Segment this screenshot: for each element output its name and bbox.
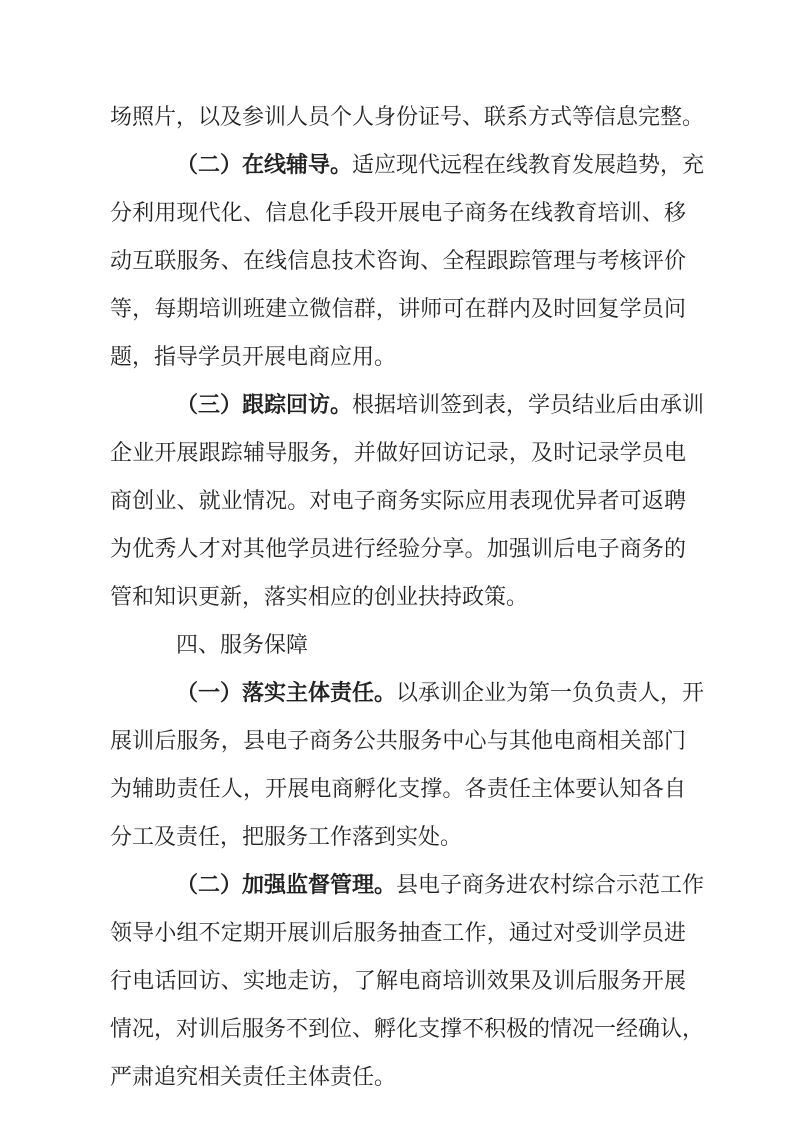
paragraph-text: 题，指导学员开展电商应用。 xyxy=(110,345,397,370)
paragraph-first-line xyxy=(176,676,705,712)
paragraph-first-line xyxy=(176,388,705,424)
paragraph-first-line xyxy=(176,148,705,184)
paragraph-text: 为优秀人才对其他学员进行经验分享。加强训后电子商务的 xyxy=(110,537,686,562)
paragraph-text: 动互联服务、在线信息技术咨询、全程跟踪管理与考核评价 xyxy=(110,249,686,274)
paragraph-title: （三）跟踪回访。 xyxy=(176,393,353,418)
paragraph-text: 严肃追究相关责任主体责任。 xyxy=(110,1065,397,1090)
paragraph-text: 分工及责任，把服务工作落到实处。 xyxy=(110,825,463,850)
paragraph-first-line xyxy=(176,868,705,904)
paragraph-line xyxy=(110,580,528,616)
paragraph-text: 管和知识更新，落实相应的创业扶持政策。 xyxy=(110,585,529,610)
paragraph-text: 行电话回访、实地走访，了解电商培训效果及训后服务开展 xyxy=(110,969,686,994)
section-heading xyxy=(176,628,308,664)
paragraph-line xyxy=(110,292,686,328)
paragraph-line xyxy=(110,724,686,760)
paragraph-title: （二）加强监督管理。 xyxy=(176,873,397,898)
paragraph-text: 县电子商务进农村综合示范工作 xyxy=(396,873,705,898)
paragraph-line xyxy=(110,436,686,472)
paragraph-line xyxy=(110,340,396,376)
paragraph-line xyxy=(110,244,686,280)
paragraph-text: 等，每期培训班建立微信群，讲师可在群内及时回复学员问 xyxy=(110,297,686,322)
paragraph-line xyxy=(110,1012,705,1048)
section-heading-text: 四、服务保障 xyxy=(176,633,309,658)
paragraph-text: 适应现代远程在线教育发展趋势，充 xyxy=(352,153,705,178)
paragraph-line xyxy=(110,1060,396,1096)
paragraph-line xyxy=(110,916,686,952)
paragraph-line xyxy=(110,820,462,856)
paragraph-line xyxy=(110,484,686,520)
paragraph-text: 企业开展跟踪辅导服务，并做好回访记录，及时记录学员电 xyxy=(110,441,686,466)
paragraph-title: （二）在线辅导。 xyxy=(176,153,353,178)
paragraph-line xyxy=(110,196,686,232)
paragraph-text: 分利用现代化、信息化手段开展电子商务在线教育培训、移 xyxy=(110,201,686,226)
paragraph-text: 为辅助责任人，开展电商孵化支撑。各责任主体要认知各自 xyxy=(110,777,686,802)
paragraph-text: 情况，对训后服务不到位、孵化支撑不积极的情况一经确认， xyxy=(110,1017,705,1042)
paragraph-line xyxy=(110,772,686,808)
paragraph-text: 场照片，以及参训人员个人身份证号、联系方式等信息完整。 xyxy=(110,105,705,130)
paragraph-title: （一）落实主体责任。 xyxy=(176,681,397,706)
paragraph-text: 商创业、就业情况。对电子商务实际应用表现优异者可返聘 xyxy=(110,489,686,514)
paragraph-line xyxy=(110,532,686,568)
paragraph-line xyxy=(110,100,704,136)
paragraph-text: 根据培训签到表，学员结业后由承训 xyxy=(352,393,705,418)
paragraph-text: 展训后服务，县电子商务公共服务中心与其他电商相关部门 xyxy=(110,729,686,754)
paragraph-text: 领导小组不定期开展训后服务抽查工作，通过对受训学员进 xyxy=(110,921,686,946)
paragraph-line xyxy=(110,964,686,1000)
paragraph-text: 以承训企业为第一负负责人，开 xyxy=(396,681,705,706)
